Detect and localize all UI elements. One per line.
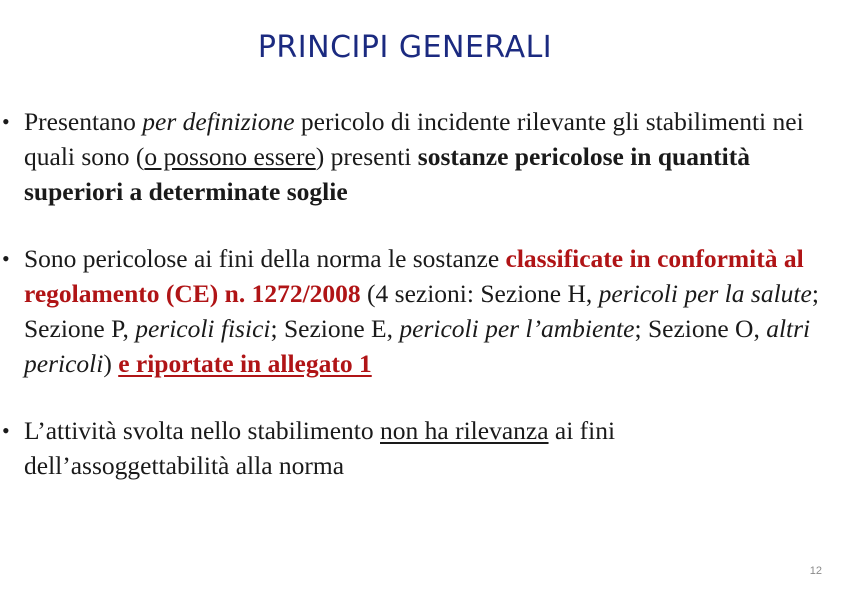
bullet-text-segment: pericoli per l’ambiente [399,314,635,343]
bullet-item-definition [6,104,826,209]
bullet-text-segment: ai fini dell’assoggettabilità alla norma [24,416,616,480]
bullet-text-segment: pericoli per la salute [598,279,812,308]
bullet-item-activity [6,413,826,483]
bullet-text-segment: per definizione [142,107,295,136]
bullet-text-segment: pericoli fisici [135,314,271,343]
bullet-text-segment: o possono essere [144,142,316,171]
bullet-text-segment: Sono pericolose ai fini della norma le sostanze [24,244,506,273]
bullet-text-segment: L’attività svolta nello stabilimento [24,416,381,445]
page-number: 12 [809,565,822,577]
bullet-text-segment: e riportate in allegato 1 [118,349,372,378]
bullet-text-segment: classificate in conformità al regolamento (CE) n. 1272/2008 [24,244,804,308]
bullet-list [6,104,826,515]
slide-title: PRINCIPI GENERALI [257,30,553,65]
bullet-text-segment: ; Sezione P, [24,279,819,343]
bullet-item-hazardous-substances [6,241,826,381]
bullet-text-segment: ) [103,349,119,378]
bullet-text-segment: non ha rilevanza [380,416,549,445]
bullet-text-segment: (4 sezioni: Sezione H, [360,279,599,308]
bullet-text-segment: ; Sezione O, [634,314,767,343]
bullet-text-segment: altri pericoli [24,314,811,378]
bullet-text-segment: ; Sezione E, [270,314,400,343]
bullet-text-segment: ) presenti [315,142,418,171]
bullet-text-segment: Presentano [24,107,143,136]
bullet-text-segment: pericolo di incidente rilevante gli stabilimenti nei quali sono ( [24,107,804,171]
bullet-text-segment: sostanze pericolose in quantità superiori a determinate soglie [24,142,750,206]
